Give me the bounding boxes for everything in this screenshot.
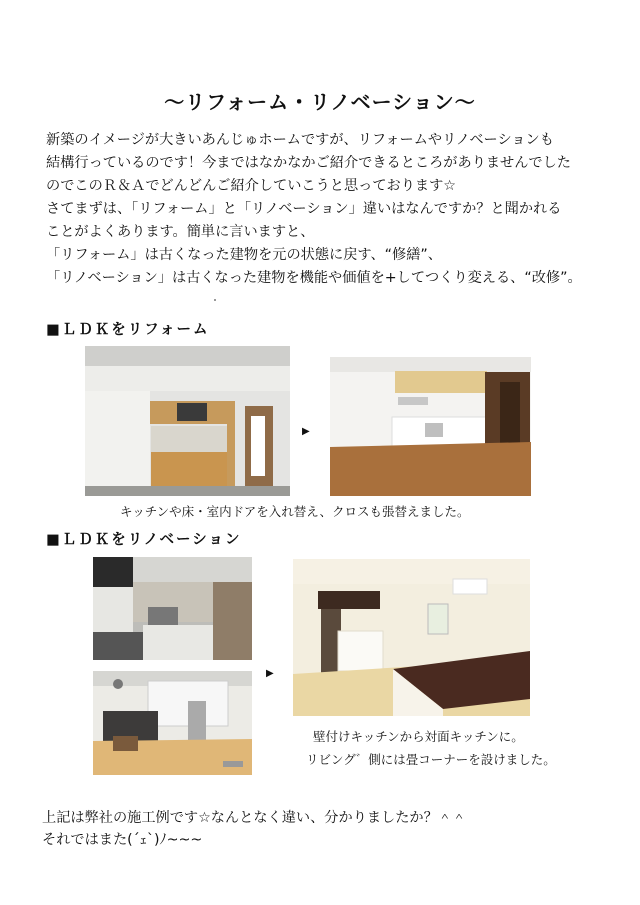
caption-renovation-line1: 壁付けキッチンから対面キッチンに。 bbox=[313, 729, 524, 744]
speck bbox=[214, 299, 216, 301]
intro-line: のでこのＲ＆Ａでどんどんご紹介していこうと思っております☆ bbox=[46, 178, 456, 194]
intro-line: 「リフォーム」は古くなった建物を元の状態に戻す、“修繕”、 bbox=[46, 247, 442, 263]
photo-renovation-after bbox=[293, 559, 530, 716]
footer-text bbox=[42, 807, 466, 851]
caption-reform: キッチンや床・室内ドアを入れ替え、クロスも張替えました。 bbox=[120, 504, 470, 519]
arrow-icon: ▶ bbox=[266, 668, 274, 679]
intro-paragraph bbox=[46, 129, 626, 290]
page-title: ～リフォーム・リノベーション～ bbox=[164, 90, 476, 114]
photo-kitchen-before bbox=[85, 346, 290, 496]
footer-line: それではまた(´ｪ`)ﾉ~~~ bbox=[42, 832, 203, 848]
intro-line: 「リノベーション」は古くなった建物を機能や価値を+してつくり変える、“改修”。 bbox=[46, 270, 582, 286]
photo-renovation-before-living bbox=[93, 671, 252, 775]
intro-line: さてまずは、「リフォーム」と「リノベーション」違いはなんですか？と聞かれる bbox=[46, 201, 562, 217]
section-heading-renovation: ■ＬＤＫをリノベーション bbox=[46, 532, 242, 548]
caption-renovation-line2: リビング゛側には畳コーナーを設けました。 bbox=[306, 752, 556, 767]
footer-line: 上記は弊社の施工例です☆なんとなく違い、分かりましたか？＾＾ bbox=[42, 810, 467, 826]
intro-line: 結構行っているのです！今まではなかなかご紹介できるところがありませんでした bbox=[46, 155, 571, 171]
arrow-icon: ▶ bbox=[302, 426, 310, 437]
photo-kitchen-after bbox=[330, 357, 531, 496]
intro-line: ことがよくあります。簡単に言いますと、 bbox=[46, 224, 315, 240]
photo-renovation-before-kitchen bbox=[93, 557, 252, 660]
section-heading-reform: ■ＬＤＫをリフォーム bbox=[46, 322, 210, 338]
intro-line: 新築のイメージが大きいあんじゅホームですが、リフォームやリノベーションも bbox=[46, 132, 554, 148]
